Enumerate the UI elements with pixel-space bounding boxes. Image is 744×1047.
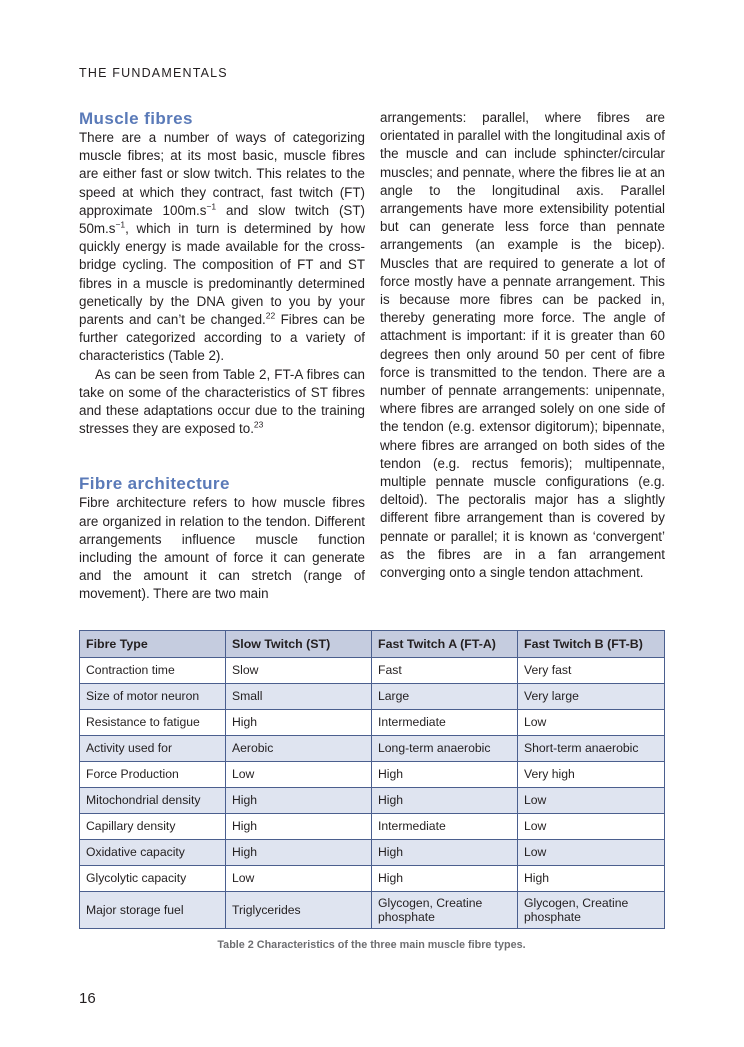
left-column [79, 109, 365, 604]
table-cell: Major storage fuel [80, 892, 226, 929]
superscript: −1 [115, 219, 126, 230]
table-cell: Resistance to fatigue [80, 710, 226, 736]
table-cell: Low [518, 710, 665, 736]
table-row [80, 762, 665, 788]
superscript: −1 [206, 201, 217, 212]
fibre-types-table [79, 630, 665, 929]
table-cell: Glycogen, Creatine phosphate [372, 892, 518, 929]
reference-marker: 22 [265, 310, 276, 321]
table-row [80, 658, 665, 684]
column-header: Fast Twitch A (FT-A) [372, 631, 518, 658]
table-row [80, 892, 665, 929]
text-run: As can be seen from Table 2, FT-A fibres can take on some of the characteristics of ST fibres and these adaptations occur due to the training stresses they are exposed to. [79, 366, 365, 437]
table-row [80, 710, 665, 736]
table-cell: Aerobic [226, 736, 372, 762]
table-row [80, 814, 665, 840]
table-cell: Low [518, 814, 665, 840]
table-cell: Low [226, 762, 372, 788]
table-cell: Activity used for [80, 736, 226, 762]
table-cell: Very large [518, 684, 665, 710]
table-cell: Fast [372, 658, 518, 684]
table-cell: High [372, 788, 518, 814]
paragraph-muscle-fibres [79, 129, 365, 366]
paragraph-ft-a-adaptations [79, 366, 365, 439]
text-run: and slow twitch (ST) 50m.s [79, 202, 365, 237]
table-row [80, 788, 665, 814]
table-cell: High [518, 866, 665, 892]
table-cell: Triglycerides [226, 892, 372, 929]
table-cell: High [372, 762, 518, 788]
table-row [80, 840, 665, 866]
right-column [380, 109, 665, 582]
table-cell: Mitochondrial density [80, 788, 226, 814]
table-cell: Glycogen, Creatine phosphate [518, 892, 665, 929]
table-cell: High [372, 840, 518, 866]
table-cell: Capillary density [80, 814, 226, 840]
table-cell: Low [518, 840, 665, 866]
table-cell: Size of motor neuron [80, 684, 226, 710]
table-cell: High [226, 788, 372, 814]
table-cell: Very high [518, 762, 665, 788]
table-cell: Intermediate [372, 814, 518, 840]
table-cell: Low [226, 866, 372, 892]
table-cell: Oxidative capacity [80, 840, 226, 866]
table-cell: Very fast [518, 658, 665, 684]
text-run: , which in turn is determined by how quickly energy is made available for the cross-bridge cycling. The composition of FT and ST fibres in a muscle is predominantly determined genetically by the DNA given to you by your parents and can’t be changed. [79, 221, 365, 328]
section-heading-fibre-architecture: Fibre architecture [79, 474, 230, 494]
table-cell: Intermediate [372, 710, 518, 736]
table-cell: Large [372, 684, 518, 710]
table-cell: Long-term anaerobic [372, 736, 518, 762]
column-header: Slow Twitch (ST) [226, 631, 372, 658]
table-cell: High [226, 840, 372, 866]
column-header: Fast Twitch B (FT-B) [518, 631, 665, 658]
column-header: Fibre Type [80, 631, 226, 658]
table-row [80, 684, 665, 710]
section-heading-muscle-fibres: Muscle fibres [79, 109, 193, 128]
table-caption: Table 2 Characteristics of the three main muscle fibre types. [217, 939, 526, 951]
table-cell: Slow [226, 658, 372, 684]
table-cell: Low [518, 788, 665, 814]
table-cell: Short-term anaerobic [518, 736, 665, 762]
text-run: There are a number of ways of categorizing muscle fibres; at its most basic, muscle fibres are either fast or slow twitch. This relates to the speed at which they contract, fast twitch (FT) approximate 100m.s [79, 130, 365, 218]
table-cell: Glycolytic capacity [80, 866, 226, 892]
reference-marker: 23 [253, 419, 264, 430]
table-row [80, 866, 665, 892]
table-header-row [80, 631, 665, 658]
table-cell: Contraction time [80, 658, 226, 684]
table-cell: High [226, 710, 372, 736]
page-number: 16 [79, 990, 96, 1007]
table-cell: High [226, 814, 372, 840]
paragraph-arrangements: arrangements: parallel, where fibres are orientated in parallel with the longitudinal axis of the muscle and can include sphincter/circular muscles; and pennate, where the fibres lie at an angle to the longitudinal axis. Parallel arrangements have more extensibility potential but can generate less force than pennate arrangements (an example is the bicep). Muscles that are required to generate a lot of force mostly have a pennate arrangement. This is because more fibres can be packed in, thereby generating more force. The angle of attachment is important: if it is greater than 60 degrees then only around 50 per cent of fibre force is transmitted to the tendon. There are a number of pennate arrangements: unipennate, where fibres are arranged solely on one side of the tendon (e.g. extensor digitorum); bipennate, where fibres are arranged on both sides of the tendon (e.g. rectus femoris); multipennate, multiple pennate muscle configurations (e.g. deltoid). The pectoralis major has a slightly different fibre arrangement than is covered by pennate or parallel; it is known as ‘convergent’ as the fibres are in a fan arrangement converging onto a single tendon attachment. [380, 110, 665, 581]
table-cell: Small [226, 684, 372, 710]
table-cell: Force Production [80, 762, 226, 788]
paragraph-fibre-architecture: Fibre architecture refers to how muscle fibres are organized in relation to the tendon. Different arrangements influence muscle function including the amount of force it can generate and the amount it can stretch (range of movement). There are two main [79, 495, 365, 602]
table-row [80, 736, 665, 762]
table-cell: High [372, 866, 518, 892]
running-head: THE FUNDAMENTALS [79, 66, 228, 80]
text-run: Fibres can be further categorized according to a variety of characteristics (Table 2). [79, 312, 365, 364]
